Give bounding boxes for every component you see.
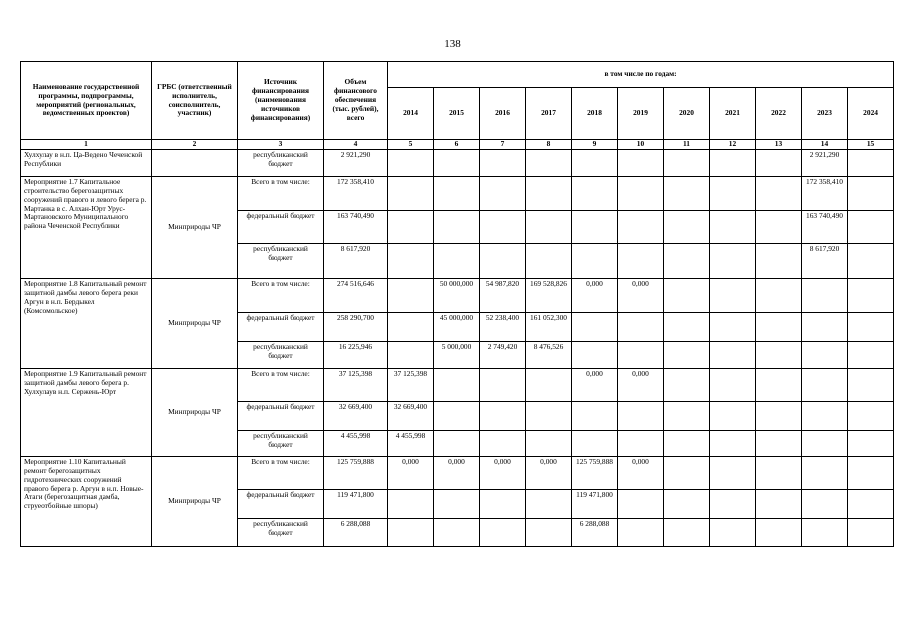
year-amount	[710, 368, 756, 401]
year-amount	[388, 312, 434, 341]
header-year: 2023	[802, 88, 848, 140]
financing-table	[20, 61, 894, 547]
year-amount	[526, 176, 572, 210]
year-amount	[434, 210, 480, 243]
year-amount	[434, 149, 480, 176]
year-amount: 0,000	[618, 368, 664, 401]
year-amount	[480, 176, 526, 210]
year-amount: 32 669,400	[388, 401, 434, 430]
year-amount	[572, 149, 618, 176]
year-amount	[756, 149, 802, 176]
year-amount	[756, 401, 802, 430]
year-amount	[664, 341, 710, 368]
financing-source: федеральный бюджет	[238, 210, 324, 243]
year-amount: 50 000,000	[434, 278, 480, 312]
year-amount	[388, 518, 434, 546]
column-number: 4	[324, 140, 388, 150]
header-source: Источник финансирования (наименования источников финансирования)	[238, 62, 324, 140]
year-amount: 0,000	[572, 368, 618, 401]
year-amount	[802, 368, 848, 401]
year-amount	[710, 456, 756, 489]
year-amount	[434, 243, 480, 278]
year-amount	[526, 210, 572, 243]
financing-source: федеральный бюджет	[238, 401, 324, 430]
total-amount: 2 921,290	[324, 149, 388, 176]
year-amount	[526, 401, 572, 430]
total-amount: 125 759,888	[324, 456, 388, 489]
year-amount	[848, 176, 894, 210]
year-amount: 5 000,000	[434, 341, 480, 368]
year-amount	[618, 176, 664, 210]
total-amount: 37 125,398	[324, 368, 388, 401]
grbs-cell: Минприроды ЧР	[152, 368, 238, 456]
year-amount	[526, 518, 572, 546]
total-amount: 119 471,800	[324, 489, 388, 518]
year-amount: 54 987,820	[480, 278, 526, 312]
year-amount: 0,000	[434, 456, 480, 489]
year-amount	[434, 401, 480, 430]
measure-name: Мероприятие 1.8 Капитальный ремонт защитной дамбы левого берега реки Аргун в н.п. Бердыкел (Комсомольское)	[21, 278, 152, 368]
financing-source: Всего в том числе:	[238, 176, 324, 210]
year-amount	[710, 341, 756, 368]
year-amount	[618, 312, 664, 341]
year-amount	[756, 368, 802, 401]
year-amount	[572, 210, 618, 243]
financing-source: Всего в том числе:	[238, 368, 324, 401]
total-amount: 172 358,410	[324, 176, 388, 210]
year-amount	[526, 489, 572, 518]
year-amount	[848, 401, 894, 430]
year-amount: 0,000	[618, 456, 664, 489]
year-amount	[756, 312, 802, 341]
header-year: 2020	[664, 88, 710, 140]
year-amount	[618, 518, 664, 546]
year-amount: 52 238,400	[480, 312, 526, 341]
year-amount	[664, 210, 710, 243]
year-amount	[572, 176, 618, 210]
year-amount	[848, 243, 894, 278]
year-amount	[802, 456, 848, 489]
year-amount	[756, 243, 802, 278]
financing-source: Всего в том числе:	[238, 278, 324, 312]
column-numbers-row	[21, 140, 894, 150]
year-amount	[480, 368, 526, 401]
year-amount	[802, 312, 848, 341]
year-amount: 8 617,920	[802, 243, 848, 278]
year-amount	[802, 489, 848, 518]
table-row	[21, 456, 894, 489]
header-year: 2024	[848, 88, 894, 140]
year-amount	[664, 456, 710, 489]
year-amount	[434, 430, 480, 456]
column-number: 5	[388, 140, 434, 150]
year-amount	[572, 401, 618, 430]
year-amount	[802, 341, 848, 368]
year-amount	[848, 149, 894, 176]
year-amount	[848, 489, 894, 518]
page-number: 138	[444, 38, 461, 50]
year-amount	[664, 278, 710, 312]
year-amount	[434, 368, 480, 401]
financing-source: республиканский бюджет	[238, 341, 324, 368]
year-amount: 0,000	[572, 278, 618, 312]
year-amount: 4 455,998	[388, 430, 434, 456]
total-amount: 258 290,700	[324, 312, 388, 341]
table-row	[21, 368, 894, 401]
year-amount	[848, 341, 894, 368]
header-year: 2021	[710, 88, 756, 140]
column-number: 3	[238, 140, 324, 150]
year-amount	[802, 278, 848, 312]
table-row	[21, 176, 894, 210]
total-amount: 4 455,998	[324, 430, 388, 456]
year-amount	[388, 149, 434, 176]
header-year: 2022	[756, 88, 802, 140]
column-number: 8	[526, 140, 572, 150]
year-amount	[756, 430, 802, 456]
year-amount	[526, 430, 572, 456]
measure-name: Хулхулау в н.п. Ца-Ведено Чеченской Республики	[21, 149, 152, 176]
year-amount: 169 528,826	[526, 278, 572, 312]
year-amount	[848, 518, 894, 546]
year-amount	[480, 149, 526, 176]
year-amount: 2 749,420	[480, 341, 526, 368]
year-amount	[572, 312, 618, 341]
header-year: 2014	[388, 88, 434, 140]
year-amount	[664, 368, 710, 401]
column-number: 6	[434, 140, 480, 150]
year-amount	[710, 278, 756, 312]
year-amount	[848, 368, 894, 401]
year-amount	[848, 210, 894, 243]
header-year: 2016	[480, 88, 526, 140]
year-amount	[756, 518, 802, 546]
year-amount	[756, 176, 802, 210]
financing-source: федеральный бюджет	[238, 312, 324, 341]
year-amount: 163 740,490	[802, 210, 848, 243]
column-number: 1	[21, 140, 152, 150]
year-amount	[434, 176, 480, 210]
year-amount: 8 476,526	[526, 341, 572, 368]
year-amount	[664, 489, 710, 518]
column-number: 11	[664, 140, 710, 150]
year-amount	[848, 456, 894, 489]
column-number: 10	[618, 140, 664, 150]
year-amount: 172 358,410	[802, 176, 848, 210]
year-amount	[710, 149, 756, 176]
year-amount	[802, 430, 848, 456]
year-amount	[434, 518, 480, 546]
year-amount	[756, 278, 802, 312]
year-amount: 125 759,888	[572, 456, 618, 489]
year-amount	[664, 518, 710, 546]
year-amount	[480, 243, 526, 278]
year-amount	[710, 518, 756, 546]
year-amount	[388, 278, 434, 312]
year-amount	[388, 489, 434, 518]
year-amount	[710, 489, 756, 518]
year-amount	[664, 430, 710, 456]
year-amount	[480, 430, 526, 456]
year-amount: 119 471,800	[572, 489, 618, 518]
year-amount	[664, 312, 710, 341]
year-amount: 161 052,300	[526, 312, 572, 341]
year-amount	[710, 210, 756, 243]
financing-source: федеральный бюджет	[238, 489, 324, 518]
total-amount: 6 288,088	[324, 518, 388, 546]
year-amount	[526, 368, 572, 401]
header-year: 2017	[526, 88, 572, 140]
header-grbs: ГРБС (ответственный исполнитель, соисполнитель, участник)	[152, 62, 238, 140]
year-amount	[388, 176, 434, 210]
year-amount	[848, 430, 894, 456]
grbs-cell	[152, 149, 238, 176]
total-amount: 163 740,490	[324, 210, 388, 243]
column-number: 9	[572, 140, 618, 150]
year-amount	[388, 243, 434, 278]
year-amount: 37 125,398	[388, 368, 434, 401]
grbs-cell: Минприроды ЧР	[152, 278, 238, 368]
year-amount	[526, 149, 572, 176]
year-amount	[756, 341, 802, 368]
year-amount	[756, 489, 802, 518]
year-amount	[572, 430, 618, 456]
year-amount: 0,000	[618, 278, 664, 312]
financing-source: республиканский бюджет	[238, 149, 324, 176]
year-amount	[664, 243, 710, 278]
year-amount	[388, 341, 434, 368]
year-amount	[802, 518, 848, 546]
column-number: 7	[480, 140, 526, 150]
year-amount: 0,000	[388, 456, 434, 489]
measure-name: Мероприятие 1.7 Капитальное строительство берегозащитных сооружений правого и левого берега р. Мартанка в с. Алхан-Юрт Урус-Мартановского Муниципального района Чеченской Республики	[21, 176, 152, 278]
column-number: 12	[710, 140, 756, 150]
year-amount	[618, 210, 664, 243]
year-amount: 0,000	[526, 456, 572, 489]
year-amount	[664, 401, 710, 430]
financing-source: республиканский бюджет	[238, 518, 324, 546]
table-row	[21, 149, 894, 176]
year-amount: 2 921,290	[802, 149, 848, 176]
column-number: 2	[152, 140, 238, 150]
year-amount	[802, 401, 848, 430]
year-amount	[480, 210, 526, 243]
total-amount: 16 225,946	[324, 341, 388, 368]
year-amount	[710, 430, 756, 456]
year-amount	[756, 456, 802, 489]
grbs-cell: Минприроды ЧР	[152, 456, 238, 546]
header-name: Наименование государственной программы, подпрограммы, мероприятий (региональных, ведомственных проектов)	[21, 62, 152, 140]
column-number: 15	[848, 140, 894, 150]
financing-source: республиканский бюджет	[238, 430, 324, 456]
year-amount	[618, 341, 664, 368]
table-row	[21, 278, 894, 312]
measure-name: Мероприятие 1.10 Капитальный ремонт берегозащитных гидротехнических сооружений правого берега р. Аргун в н.п. Новые-Атаги (берегозащитная дамба, струеотбойные шпоры)	[21, 456, 152, 546]
column-number: 14	[802, 140, 848, 150]
total-amount: 32 669,400	[324, 401, 388, 430]
year-amount	[710, 243, 756, 278]
year-amount	[618, 149, 664, 176]
year-amount	[572, 243, 618, 278]
header-years-group: в том числе по годам:	[388, 62, 894, 88]
year-amount	[848, 278, 894, 312]
year-amount	[710, 401, 756, 430]
year-amount	[618, 489, 664, 518]
year-amount	[618, 430, 664, 456]
total-amount: 274 516,646	[324, 278, 388, 312]
year-amount: 0,000	[480, 456, 526, 489]
year-amount	[664, 149, 710, 176]
financing-source: Всего в том числе:	[238, 456, 324, 489]
header-year: 2015	[434, 88, 480, 140]
year-amount: 45 000,000	[434, 312, 480, 341]
year-amount	[710, 176, 756, 210]
total-amount: 8 617,920	[324, 243, 388, 278]
year-amount	[480, 518, 526, 546]
year-amount	[526, 243, 572, 278]
year-amount: 6 288,088	[572, 518, 618, 546]
financing-source: республиканский бюджет	[238, 243, 324, 278]
year-amount	[572, 341, 618, 368]
grbs-cell: Минприроды ЧР	[152, 176, 238, 278]
year-amount	[848, 312, 894, 341]
year-amount	[710, 312, 756, 341]
header-year: 2019	[618, 88, 664, 140]
year-amount	[618, 401, 664, 430]
measure-name: Мероприятие 1.9 Капитальный ремонт защитной дамбы левого берега р. Хулхулаув н.п. Сержень-Юрт	[21, 368, 152, 456]
year-amount	[756, 210, 802, 243]
header-year: 2018	[572, 88, 618, 140]
column-number: 13	[756, 140, 802, 150]
year-amount	[434, 489, 480, 518]
year-amount	[480, 401, 526, 430]
year-amount	[664, 176, 710, 210]
header-total: Объем финансового обеспечения (тыс. рублей), всего	[324, 62, 388, 140]
year-amount	[388, 210, 434, 243]
year-amount	[618, 243, 664, 278]
year-amount	[480, 489, 526, 518]
